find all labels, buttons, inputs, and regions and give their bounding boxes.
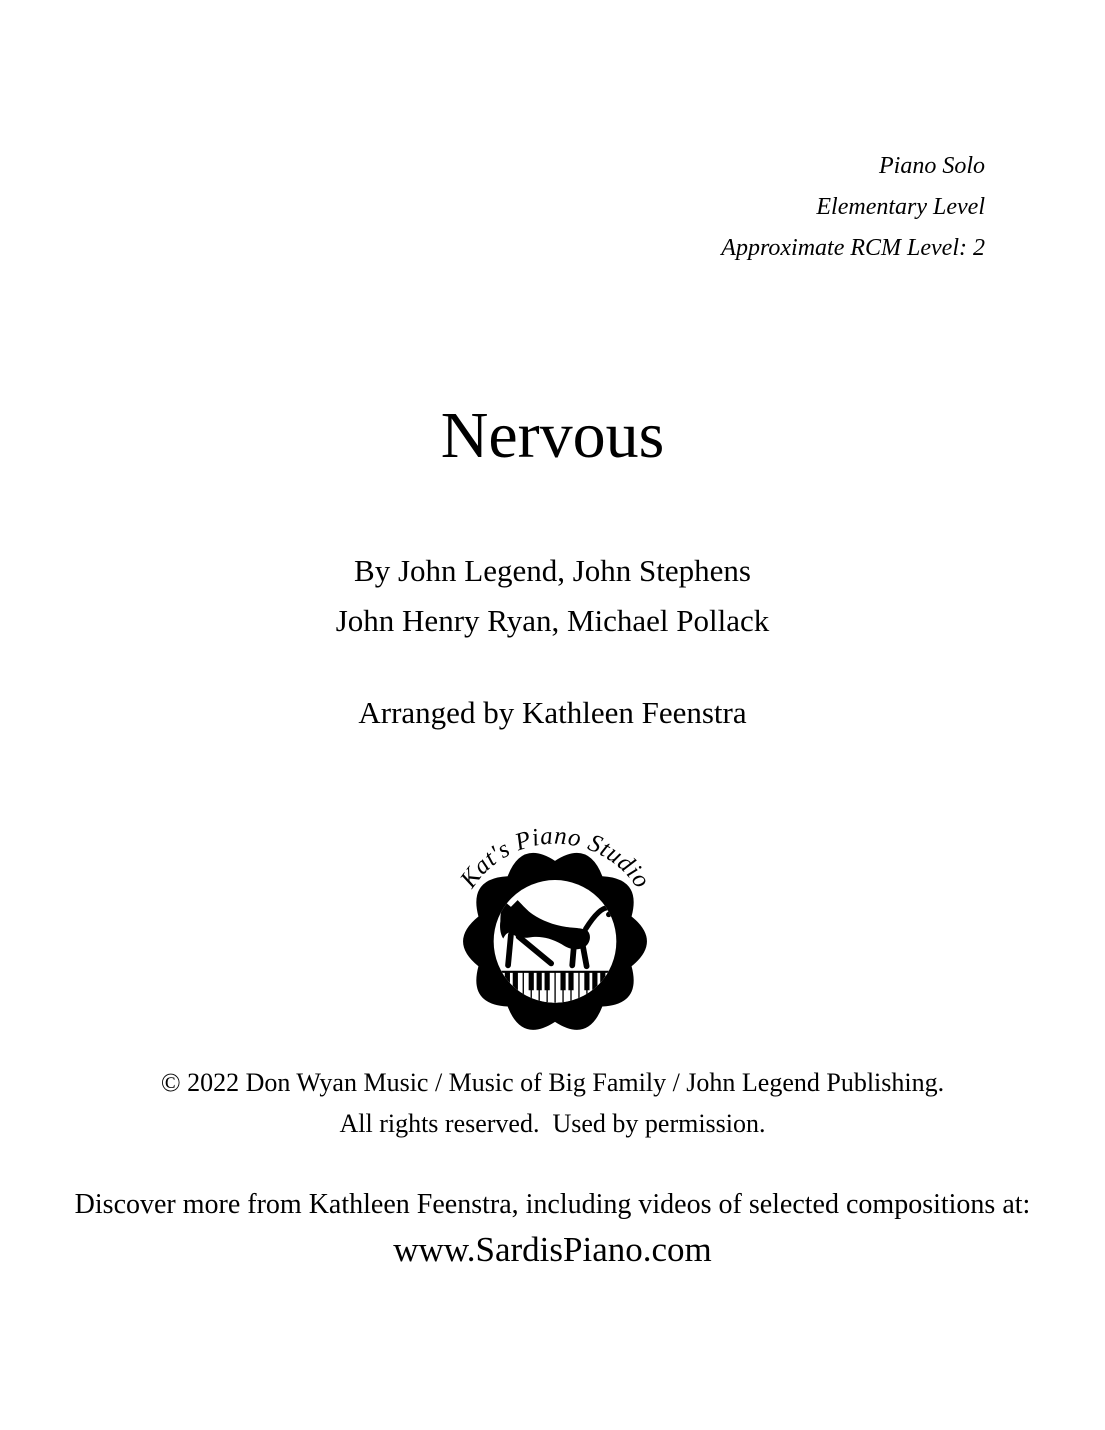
header-info xyxy=(721,146,985,269)
discover-text: Discover more from Kathleen Feenstra, including videos of selected compositions at: xyxy=(74,1189,1031,1220)
website-link: www.SardisPiano.com xyxy=(393,1230,712,1269)
composer-line-2: John Henry Ryan, Michael Pollack xyxy=(335,603,770,638)
rights-line: All rights reserved. Used by permission. xyxy=(339,1109,766,1138)
copyright-line: © 2022 Don Wyan Music / Music of Big Family / John Legend Publishing. xyxy=(160,1068,945,1097)
arranger-line: Arranged by Kathleen Feenstra xyxy=(358,695,747,730)
studio-logo xyxy=(440,812,670,1042)
page-title: Nervous xyxy=(440,399,665,472)
composer-line-1: By John Legend, John Stephens xyxy=(354,553,751,588)
piece-type-label: Piano Solo xyxy=(879,153,985,179)
rcm-level-label: Approximate RCM Level: 2 xyxy=(721,235,985,261)
studio-logo-svg xyxy=(440,812,670,1042)
copyright-block xyxy=(0,1062,1105,1144)
composer-block xyxy=(0,546,1105,646)
studio-name-curved-text: Kat's Piano Studio xyxy=(455,822,656,893)
level-label: Elementary Level xyxy=(816,194,985,220)
